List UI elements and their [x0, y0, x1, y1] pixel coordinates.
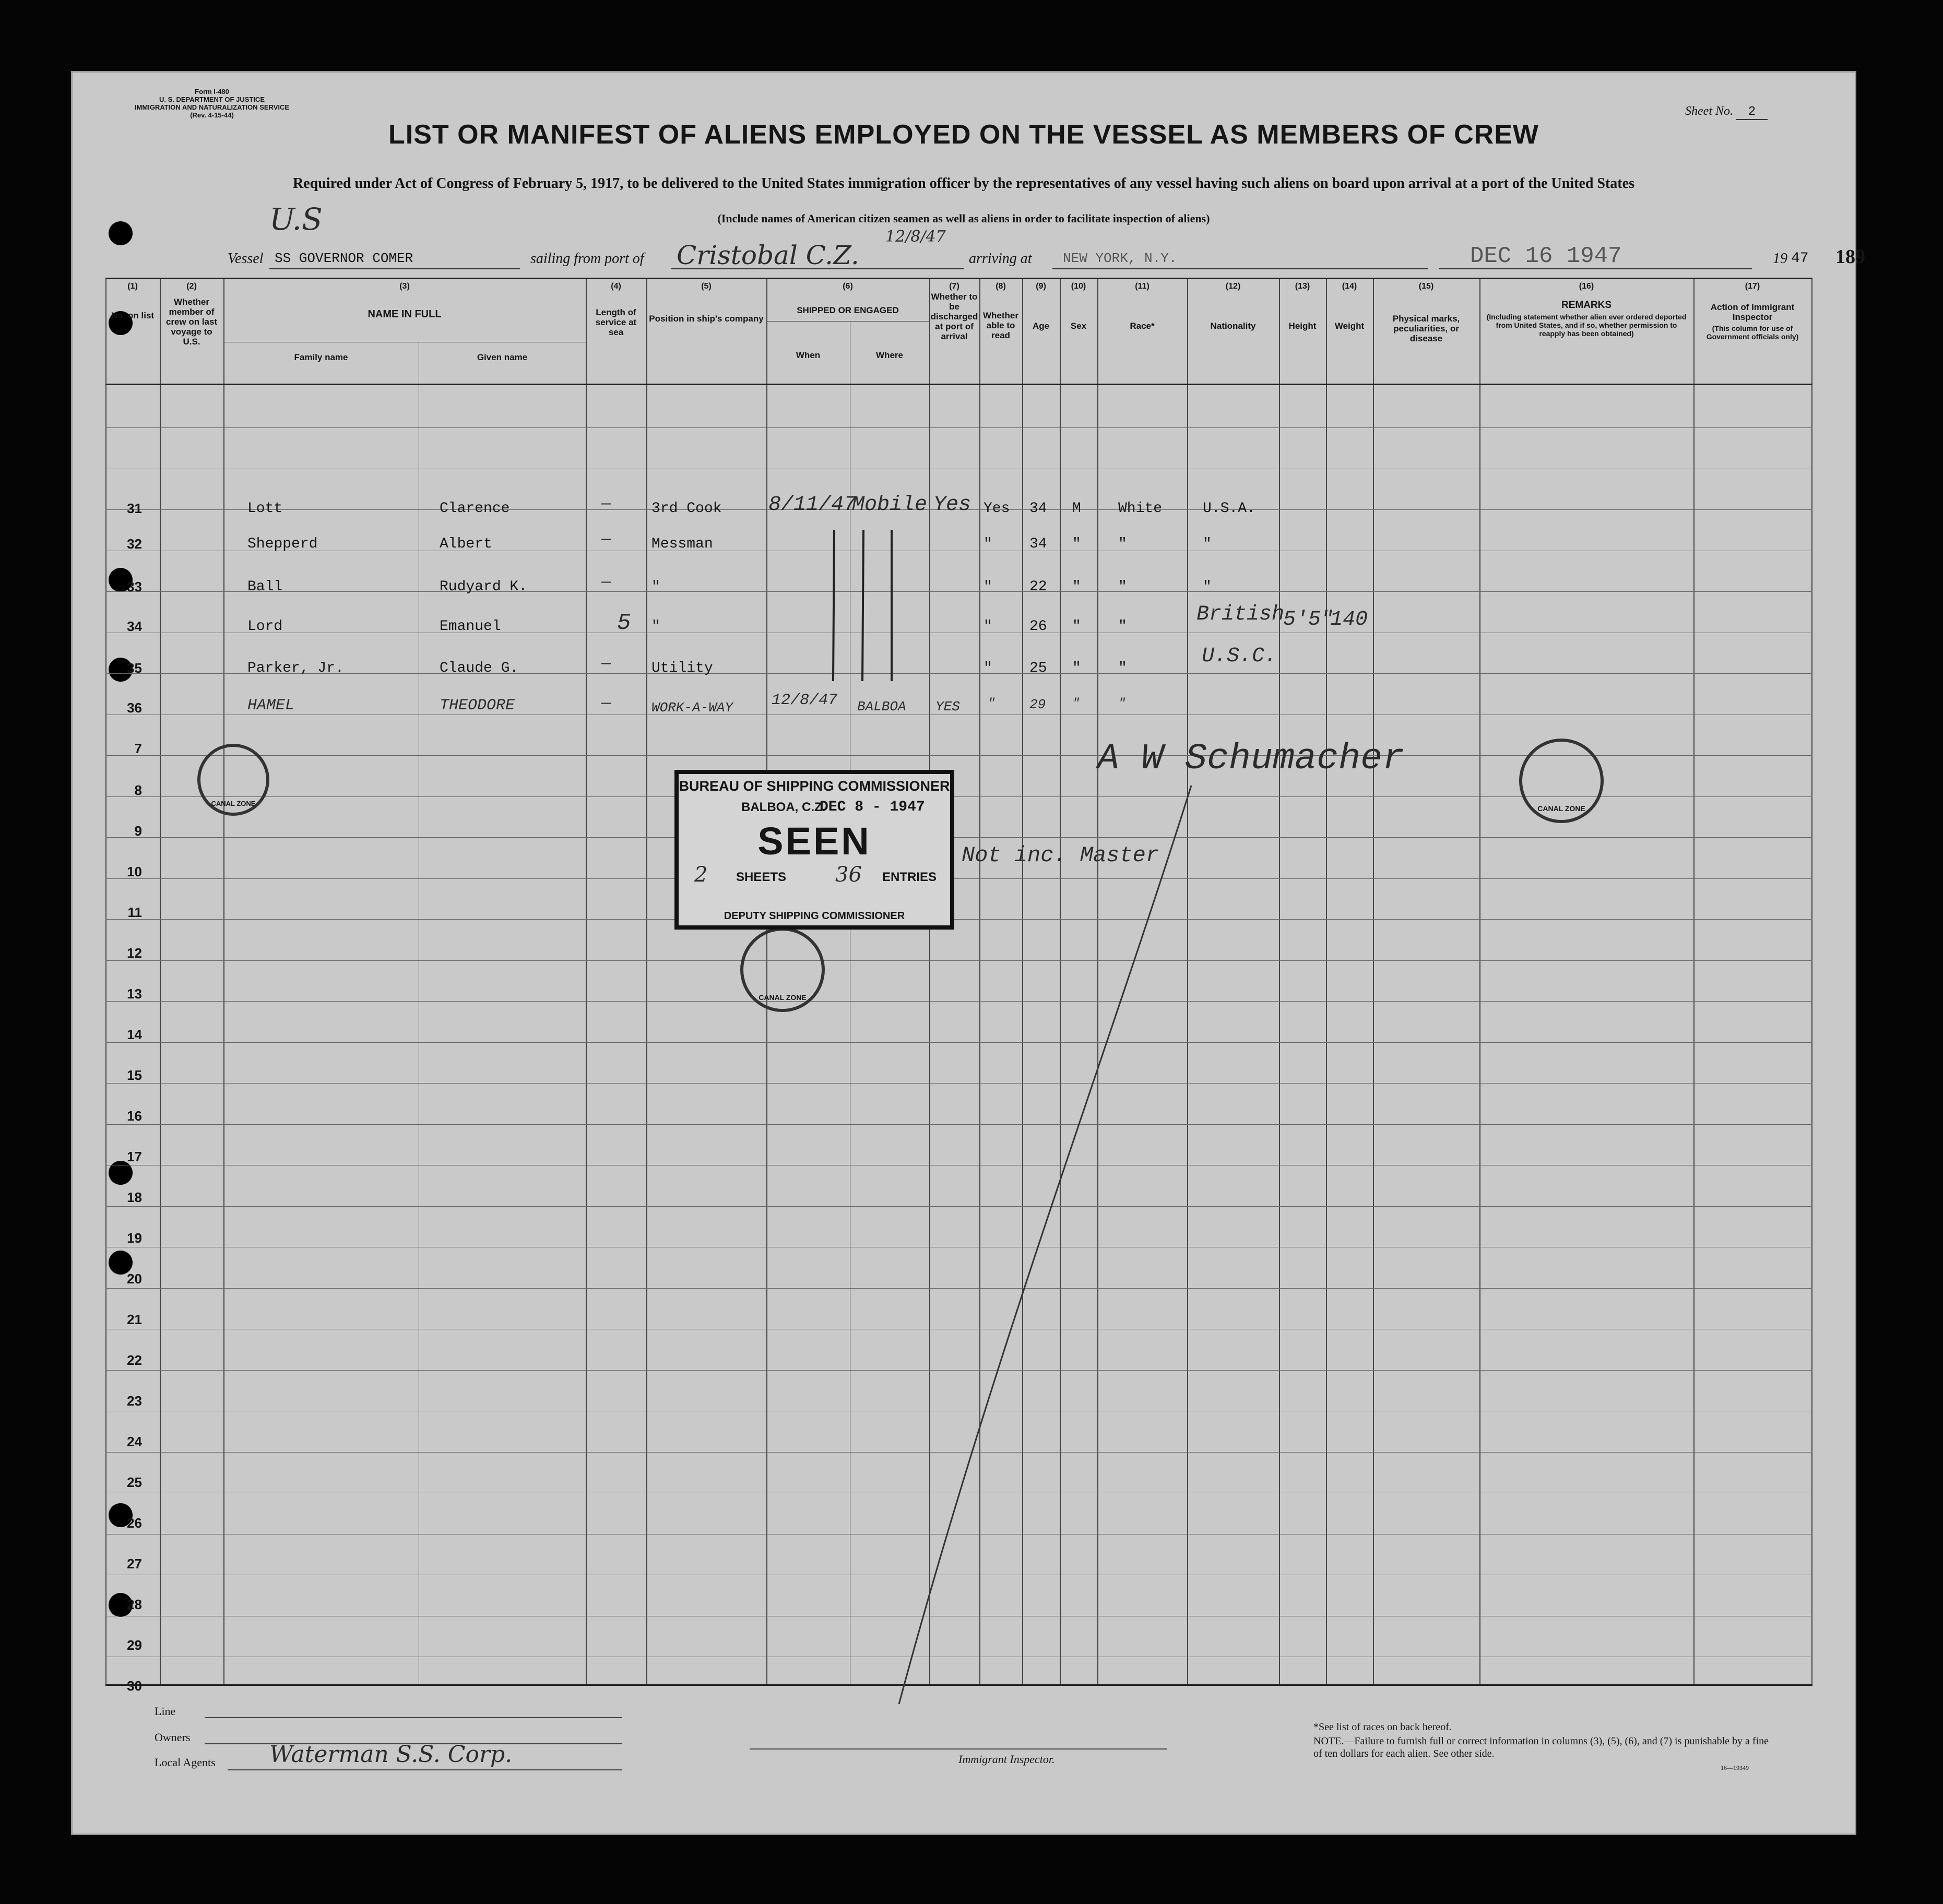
- footer-form-code: 16—19349: [1721, 1764, 1749, 1771]
- row-number: 18: [127, 1189, 142, 1205]
- sex: ": [1072, 618, 1081, 635]
- col-2-label: Whether member of crew on last voyage to U.S.: [165, 297, 218, 347]
- sex: M: [1072, 501, 1081, 517]
- family-name: Lord: [247, 618, 283, 635]
- flag-note: U.S: [269, 201, 323, 237]
- able-to-read: ": [984, 660, 992, 676]
- row-number: 7: [134, 741, 142, 756]
- discharged: Yes: [933, 493, 971, 517]
- vessel-name: SS GOVERNOR COMER: [275, 251, 413, 266]
- vessel-info-row: [228, 228, 1865, 275]
- page-number: 189: [1835, 246, 1865, 268]
- age: 25: [1029, 660, 1047, 676]
- col-7-number: (7): [949, 282, 959, 291]
- col-4-number: (4): [611, 282, 621, 291]
- vessel-label: Vessel: [228, 251, 264, 267]
- row-number: 32: [127, 536, 142, 552]
- sex: ": [1072, 697, 1080, 711]
- stamp-entries-label: ENTRIES: [882, 870, 937, 884]
- able-to-read: ": [984, 579, 992, 595]
- sheet-number-value: 2: [1736, 105, 1768, 120]
- row-number: 33: [127, 579, 142, 594]
- row-number: 36: [127, 700, 142, 716]
- form-department: U. S. DEPARTMENT OF JUSTICE: [159, 96, 265, 103]
- family-name: Ball: [247, 579, 283, 595]
- position: 3rd Cook: [651, 501, 722, 517]
- nationality: U.S.C.: [1202, 645, 1277, 668]
- height: 5'5": [1283, 608, 1334, 632]
- col-13-label: Height: [1288, 321, 1317, 331]
- year-value: 47: [1791, 251, 1809, 267]
- given-name: Clarence: [440, 501, 510, 517]
- row-number: 25: [127, 1474, 142, 1490]
- stamp-sheets-value: 2: [694, 863, 708, 887]
- col-5-label: Position in ship's company: [649, 314, 764, 324]
- col-11-label: Race*: [1130, 321, 1155, 331]
- row-number: 30: [127, 1678, 142, 1694]
- sailing-port: Cristobal C.Z.: [677, 240, 859, 270]
- age: 34: [1029, 501, 1047, 517]
- stamp-sheets-label: SHEETS: [736, 870, 787, 884]
- canal-zone-round-stamp: [1519, 739, 1604, 823]
- col-8-label: Whether able to read: [983, 311, 1018, 340]
- col-17-label: Action of Immigrant Inspector: [1710, 302, 1795, 322]
- immigrant-inspector-label: Immigrant Inspector.: [958, 1753, 1055, 1766]
- given-name: Rudyard K.: [440, 579, 528, 595]
- nationality: ": [1203, 536, 1212, 552]
- able-to-read: ": [988, 697, 996, 711]
- stamp-location: BALBOA, C.Z.: [741, 800, 826, 814]
- row-number: 21: [127, 1312, 142, 1327]
- round-stamp-text: CANAL ZONE: [1537, 804, 1585, 813]
- shipped-when: 12/8/47: [772, 692, 838, 709]
- col-10-number: (10): [1071, 282, 1086, 291]
- sailing-date: 12/8/47: [885, 228, 946, 246]
- col-9-number: (9): [1036, 282, 1046, 291]
- position: ": [651, 579, 660, 595]
- col-16-number: (16): [1579, 282, 1594, 291]
- nationality: British: [1196, 603, 1285, 626]
- footer-agents-value: Waterman S.S. Corp.: [269, 1741, 513, 1768]
- row-number: 16: [127, 1108, 142, 1124]
- col-1-label: No. on list: [111, 311, 155, 320]
- manifest-sheet: [71, 71, 1865, 1835]
- family-name: Shepperd: [247, 536, 318, 552]
- shipped-when: 8/11/47: [768, 493, 857, 517]
- ditto-strokes: [766, 525, 933, 712]
- given-name: Claude G.: [440, 660, 519, 676]
- shipped-where: BALBOA: [857, 699, 906, 715]
- race: ": [1118, 697, 1126, 711]
- position: Messman: [651, 536, 713, 552]
- col-10-label: Sex: [1070, 321, 1087, 331]
- col-6-number: (6): [843, 282, 853, 291]
- document-title: LIST OR MANIFEST OF ALIENS EMPLOYED ON THE VESSEL AS MEMBERS OF CREW: [388, 120, 1539, 150]
- nationality: ": [1203, 579, 1212, 595]
- race: ": [1118, 536, 1127, 552]
- col-11-number: (11): [1135, 282, 1150, 291]
- nationality: U.S.A.: [1203, 501, 1255, 517]
- col-13-number: (13): [1295, 282, 1310, 291]
- col-16-label: REMARKS: [1561, 300, 1612, 311]
- service-length: 5: [617, 610, 631, 636]
- row-number: 14: [127, 1027, 142, 1042]
- form-number: Form I-480: [195, 88, 229, 96]
- col-5-number: (5): [701, 282, 712, 291]
- row-number: 17: [127, 1149, 142, 1164]
- stamp-seen: SEEN: [757, 819, 871, 863]
- race: ": [1118, 579, 1127, 595]
- col-3-number: (3): [399, 282, 410, 291]
- col-4-label: Length of service at sea: [595, 307, 637, 337]
- year-prefix: 19: [1773, 251, 1787, 267]
- footer-note-fine: NOTE.—Failure to furnish full or correct information in columns (3), (5), (6), and (7) is punishable by a fine of ten dollars for each alien. See other side.: [1313, 1735, 1769, 1759]
- sheet-number: [1685, 104, 1768, 120]
- service-length: —: [601, 531, 611, 549]
- col-16-note: (Including statement whether alien ever ordered deported from United States, and if so, whether permission to reapply has been obtained): [1486, 313, 1687, 338]
- col-7-label: Whether to be discharged at port of arrival: [930, 292, 978, 341]
- col-6-when: When: [796, 350, 821, 360]
- given-name: Emanuel: [440, 618, 501, 635]
- sex: ": [1072, 579, 1081, 595]
- inspector-signature: A W Schumacher: [1097, 739, 1405, 780]
- position: Utility: [651, 660, 713, 676]
- able-to-read: ": [984, 618, 992, 635]
- col-3-label: NAME IN FULL: [368, 308, 442, 320]
- canal-zone-round-stamp: [197, 744, 269, 816]
- col-12-label: Nationality: [1210, 321, 1256, 331]
- row-rule: [105, 673, 1812, 674]
- age: 26: [1029, 618, 1047, 635]
- sheet-number-label: Sheet No.: [1685, 104, 1733, 118]
- document-subtitle-note: (Include names of American citizen seamen as well as aliens in order to facilitate inspection of aliens): [717, 212, 1210, 225]
- col-1-number: (1): [127, 282, 138, 291]
- age: 29: [1029, 697, 1046, 712]
- row-number: 35: [127, 660, 142, 676]
- race: ": [1118, 618, 1127, 635]
- crew-table: [105, 278, 1812, 1694]
- age: 22: [1029, 579, 1047, 595]
- row-number: 23: [127, 1393, 142, 1409]
- sailing-label: sailing from port of: [530, 251, 644, 267]
- col-17-number: (17): [1745, 282, 1760, 291]
- round-stamp-text: CANAL ZONE: [211, 800, 256, 807]
- document-subtitle: Required under Act of Congress of February 5, 1917, to be delivered to the United States immigration officer by the representatives of any vessel having such aliens on board upon arrival at a port of the United States: [293, 175, 1634, 192]
- row-number: 26: [127, 1515, 142, 1531]
- round-stamp-text: CANAL ZONE: [759, 993, 807, 1002]
- arriving-port: NEW YORK, N.Y.: [1063, 251, 1177, 266]
- age: 34: [1029, 536, 1047, 552]
- able-to-read: ": [984, 536, 992, 552]
- row-number: 22: [127, 1352, 142, 1368]
- row-number: 10: [127, 864, 142, 879]
- stamp-footer: DEPUTY SHIPPING COMMISSIONER: [724, 910, 905, 922]
- family-name: HAMEL: [247, 697, 295, 715]
- race: ": [1118, 660, 1127, 676]
- discharged: YES: [935, 699, 960, 715]
- able-to-read: Yes: [984, 501, 1010, 517]
- service-length: —: [601, 695, 611, 712]
- given-name: Albert: [440, 536, 492, 552]
- stamp-note: Not inc. Master: [962, 843, 1159, 868]
- stamp-entries-value: 36: [835, 863, 862, 887]
- col-12-number: (12): [1225, 282, 1241, 291]
- stamp-bureau: BUREAU OF SHIPPING COMMISSIONER: [679, 778, 950, 794]
- col-9-label: Age: [1032, 321, 1050, 331]
- row-number: 11: [127, 905, 142, 920]
- service-length: —: [601, 495, 611, 513]
- service-length: —: [601, 574, 611, 591]
- family-name: Lott: [247, 501, 283, 517]
- col-6-where: Where: [876, 350, 903, 360]
- form-revision: (Rev. 4-15-44): [190, 111, 234, 119]
- canal-zone-round-stamp: [740, 927, 825, 1012]
- row-number: 8: [134, 782, 142, 798]
- col-15-label: Physical marks, peculiarities, or disease: [1392, 314, 1460, 343]
- footer-agents-label: Local Agents: [155, 1756, 216, 1769]
- position: ": [651, 618, 660, 635]
- col-17-note: (This column for use of Government officials only): [1706, 324, 1799, 341]
- sex: ": [1072, 536, 1081, 552]
- sex: ": [1072, 660, 1081, 676]
- form-service: IMMIGRATION AND NATURALIZATION SERVICE: [134, 103, 290, 111]
- footer-owners-label: Owners: [155, 1731, 191, 1744]
- col-15-number: (15): [1418, 282, 1434, 291]
- race: White: [1118, 501, 1163, 517]
- row-rule: [105, 427, 1812, 428]
- arriving-label: arriving at: [969, 251, 1032, 267]
- row-number: 24: [127, 1434, 142, 1449]
- shipping-commissioner-stamp: [674, 770, 954, 930]
- row-number: 28: [127, 1597, 142, 1612]
- position: WORK-A-WAY: [651, 700, 733, 716]
- col-8-number: (8): [996, 282, 1006, 291]
- col-2-number: (2): [186, 282, 197, 291]
- row-number: 29: [127, 1637, 142, 1653]
- row-number: 13: [127, 986, 142, 1002]
- shipped-where: Mobile: [852, 493, 928, 517]
- row-number: 12: [127, 945, 142, 961]
- row-rule: [105, 591, 1812, 592]
- row-number: 9: [134, 823, 142, 839]
- form-identifier: [102, 88, 322, 119]
- row-number: 19: [127, 1230, 142, 1246]
- service-length: —: [601, 655, 611, 673]
- row-number: 15: [127, 1067, 142, 1083]
- family-name: Parker, Jr.: [247, 660, 344, 676]
- footer-note-races: *See list of races on back hereof.: [1313, 1721, 1452, 1733]
- col-3-given: Given name: [477, 352, 528, 362]
- row-number: 34: [127, 618, 142, 634]
- row-number: 27: [127, 1556, 142, 1572]
- col-14-label: Weight: [1334, 321, 1365, 331]
- col-14-number: (14): [1342, 282, 1357, 291]
- row-number: 20: [127, 1271, 142, 1287]
- row-number: 31: [127, 501, 142, 516]
- weight: 140: [1330, 608, 1368, 632]
- arrival-date-stamp: DEC 16 1947: [1470, 243, 1622, 269]
- col-3-family: Family name: [294, 352, 348, 362]
- given-name: THEODORE: [440, 697, 515, 715]
- footer-line-label: Line: [155, 1705, 176, 1718]
- col-6-label: SHIPPED OR ENGAGED: [797, 305, 899, 315]
- stamp-date: DEC 8 - 1947: [820, 799, 925, 815]
